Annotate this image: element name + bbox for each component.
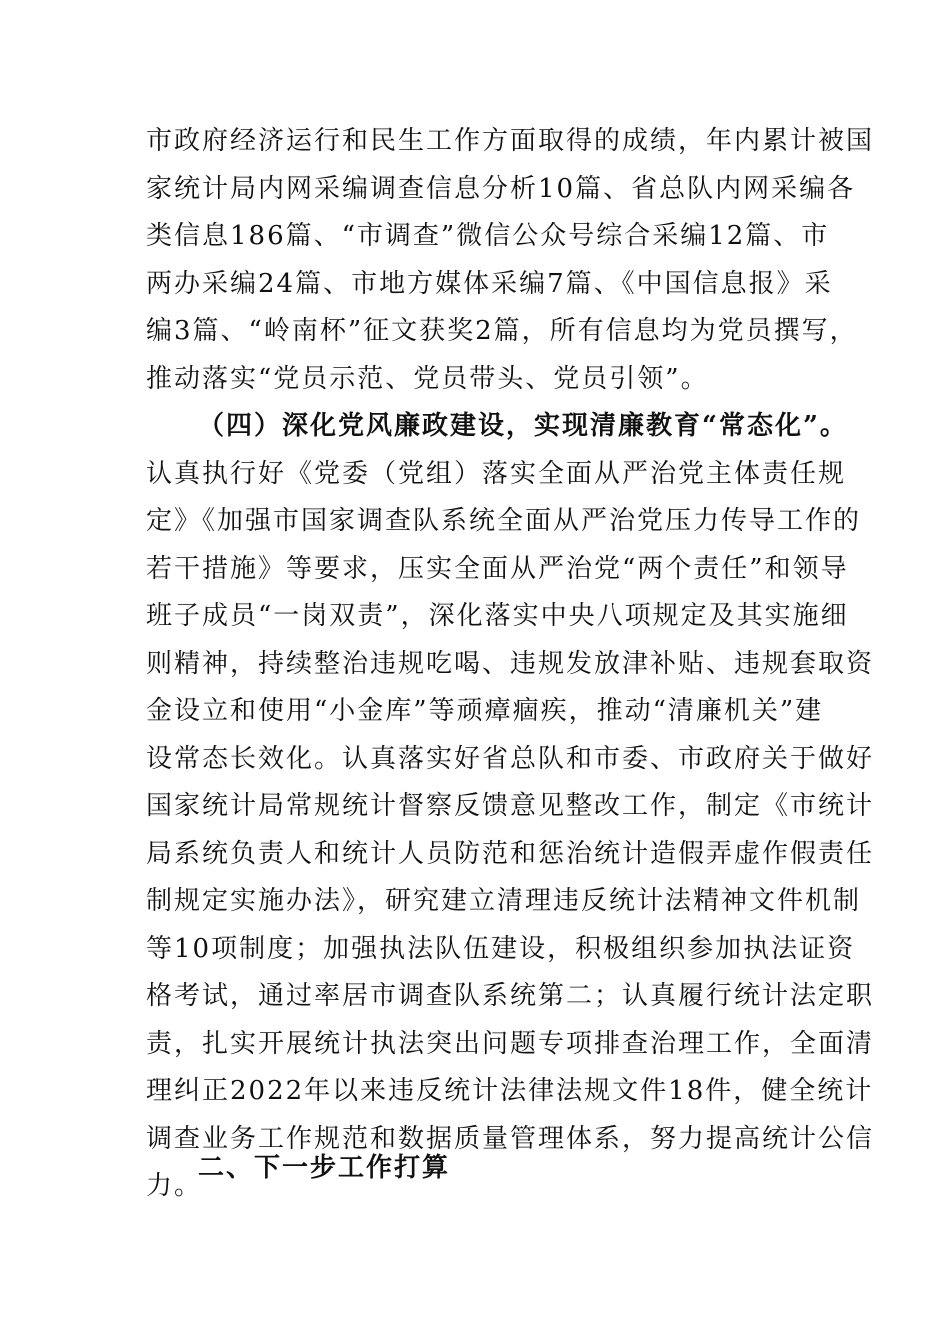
paragraph-line: 两办采编24篇、市地方媒体采编7篇、《中国信息报》采 (146, 268, 833, 299)
paragraph-line: 设常态长效化。认真落实好省总队和市委、市政府关于做好 (146, 743, 875, 774)
paragraph-line: 理纠正2022年以来违反统计法律法规文件18件，健全统计 (146, 1076, 874, 1106)
paragraph-line: 班子成员“一岗双责”，深化落实中央八项规定及其实施细 (146, 601, 849, 631)
paragraph-line: 定》《加强市国家调查队系统全面从严治党压力传导工作的 (146, 506, 862, 536)
paragraph-line: 格考试，通过率居市调查队系统第二；认真履行统计法定职 (146, 981, 875, 1011)
paragraph-line: 责，扎实开展统计执法突出问题专项排查治理工作，全面清 (146, 1028, 875, 1059)
paragraph-line: 金设立和使用“小金库”等顽瘴痼疾，推动“清廉机关”建 (146, 696, 824, 726)
paragraph-line: 制规定实施办法》，研究建立清理违反统计法精神文件机制 (146, 886, 862, 916)
subsection-heading: （四）深化党风廉政建设，实现清廉教育“常态化”。 (198, 411, 848, 441)
paragraph-line: 类信息186篇、“市调查”微信公众号综合采编12篇、市 (146, 221, 830, 251)
paragraph-line: 等10项制度；加强执法队伍建设，积极组织参加执法证资 (146, 933, 856, 964)
paragraph-line: 则精神，持续整治违规吃喝、违规发放津补贴、违规套取资 (146, 648, 875, 679)
paragraph-line: 局系统负责人和统计人员防范和惩治统计造假弄虚作假责任 (146, 838, 875, 869)
paragraph-line: 若干措施》等要求，压实全面从严治党“两个责任”和领导 (146, 553, 849, 584)
paragraph-line: 推动落实“党员示范、党员带头、党员引领”。 (146, 363, 709, 394)
paragraph-line: 编3篇、“岭南杯”征文获奖2篇，所有信息均为党员撰写， (146, 316, 858, 346)
section-heading: 二、下一步工作打算 (198, 1153, 451, 1183)
paragraph-line: 家统计局内网采编调查信息分析10篇、省总队内网采编各 (146, 173, 856, 204)
body-text (146, 118, 875, 1211)
paragraph-line: 认真执行好《党委（党组）落实全面从严治党主体责任规 (146, 458, 847, 489)
paragraph-line: 市政府经济运行和民生工作方面取得的成绩，年内累计被国 (146, 126, 875, 156)
paragraph-line: 国家统计局常规统计督察反馈意见整改工作，制定《市统计 (146, 791, 875, 821)
paragraph-line: 力。 (146, 1171, 203, 1201)
paragraph-line: 调查业务工作规范和数据质量管理体系，努力提高统计公信 (146, 1123, 875, 1154)
